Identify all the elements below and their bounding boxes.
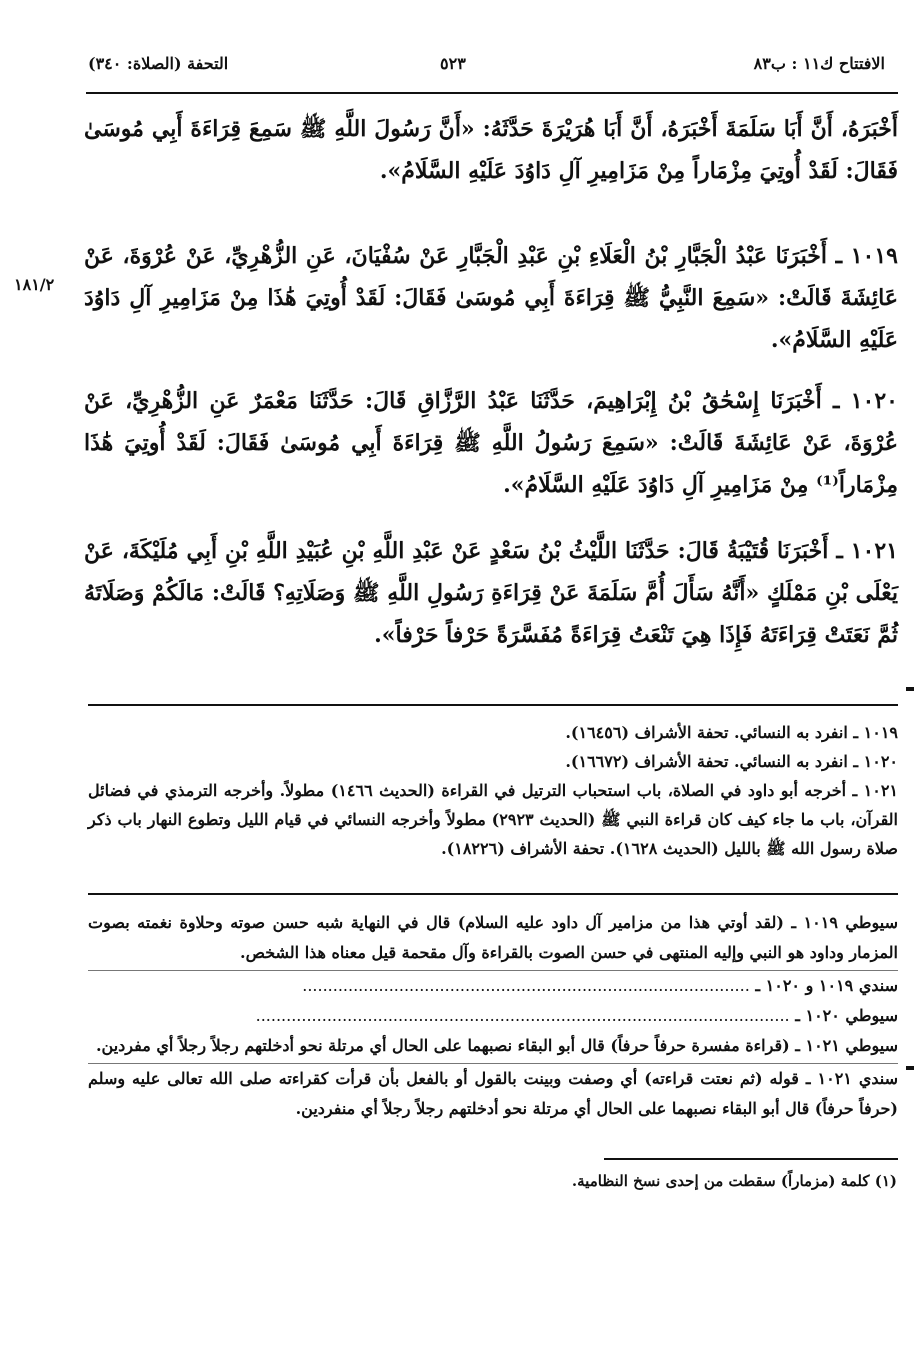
hadith-text: أَخْبَرَنَا إِسْحَٰقُ بْنُ إِبْرَاهِيمَ، حَدَّثَنَا عَبْدُ الرَّزَّاقِ قَالَ: حَدَّثَنَا مَعْمَرٌ عَنِ الزُّهْرِيِّ، عَنْ عُرْوَةَ، عَنْ عَائِشَةَ قَالَتْ: «سَمِعَ رَسُولُ اللَّهِ ﷺ قِرَاءَةَ أَبِي مُوسَىٰ فَقَالَ: لَقَدْ أُوتِيَ هَٰذَا مِزْمَاراً⁽¹⁾ مِنْ مَزَامِيرِ آلِ دَاوُدَ عَلَيْهِ السَّلَامُ». [84, 388, 898, 498]
commentary-block [88, 908, 898, 1124]
hadith-intro [84, 108, 898, 192]
commentary-text: سيوطي ١٠٢١ ـ (قراءة مفسرة حرفاً حرفاً) قال أبو البقاء نصبهما على الحال أي مرتلة نحو أدخلتهم رجلاً رجلاً أي مفردين. [95, 1036, 898, 1055]
takhrij-1019: ١٠١٩ ـ انفرد به النسائي. تحفة الأشراف (١٦٤٥٦). [565, 723, 898, 742]
commentary-suyuti-1021 [88, 1031, 898, 1064]
hadith-number: ١٠٢١ ـ [836, 538, 898, 564]
hadith-number: ١٠٢٠ ـ [833, 388, 898, 414]
hadith-text: أَخْبَرَنَا عَبْدُ الْجَبَّارِ بْنُ الْعَلَاءِ بْنِ عَبْدِ الْجَبَّارِ عَنْ سُفْيَانَ، عَنِ الزُّهْرِيِّ، عَنْ عُرْوَةَ، عَنْ عَائِشَةَ قَالَتْ: «سَمِعَ النَّبِيُّ ﷺ قِرَاءَةَ أَبِي مُوسَىٰ فَقَالَ: لَقَدْ أُوتِيَ هَٰذَا مِنْ مَزَامِيرِ آلِ دَاوُدَ عَلَيْهِ السَّلَامُ». [84, 243, 898, 353]
commentary-suyuti-1019 [88, 908, 898, 971]
hadith-number: ١٠١٩ ـ [835, 243, 898, 269]
hadith-1020 [84, 380, 898, 506]
hadith-1019 [84, 235, 898, 361]
header-rule [86, 92, 898, 94]
book-reference: الافتتاح ك١١ : ب٨٣ [753, 54, 885, 73]
tuhfa-reference: التحفة (الصلاة: ٣٤٠) [88, 54, 229, 73]
margin-mark [906, 1066, 914, 1070]
commentary-sindi-1021 [88, 1064, 898, 1124]
margin-note: ١٨١/٢ [14, 275, 55, 294]
commentary-text: سيوطي ١٠١٩ ـ (لقد أوتي هذا من مزامير آل داود عليه السلام) قال في النهاية شبه حسن صوته وحلاوة نغمته بصوت المزمار وداود هو النبي وإليه المنتهى في حسن الصوت بالقراءة وآل مقحمة قيل معناه هذا الشخص. [88, 913, 899, 962]
intro-text: أَخْبَرَهُ، أَنَّ أَبَا سَلَمَةَ أَخْبَرَهُ، أَنَّ أَبَا هُرَيْرَةَ حَدَّثَهُ: «أَنَّ رَسُولَ اللَّهِ ﷺ سَمِعَ قِرَاءَةَ أَبِي مُوسَىٰ فَقَالَ: لَقَدْ أُوتِيَ مِزْمَاراً مِنْ مَزَامِيرِ آلِ دَاوُدَ عَلَيْهِ السَّلَامُ». [84, 116, 898, 184]
hadith-text: أَخْبَرَنَا قُتَيْبَةُ قَالَ: حَدَّثَنَا اللَّيْثُ بْنُ سَعْدٍ عَنْ عَبْدِ اللَّهِ بْنِ عُبَيْدِ اللَّهِ بْنِ أَبِي مُلَيْكَةَ، عَنْ يَعْلَى بْنِ مَمْلَكٍ «أَنَّهُ سَأَلَ أُمَّ سَلَمَةَ عَنْ قِرَاءَةِ رَسُولِ اللَّهِ ﷺ وَصَلَاتِهِ؟ قَالَتْ: مَالَكُمْ وَصَلَاتَهُ ثُمَّ نَعَتَتْ قِرَاءَتَهُ فَإِذَا هِيَ تَنْعَتُ قِرَاءَةً مُفَسَّرَةً حَرْفاً حَرْفاً». [84, 538, 898, 648]
commentary-rule [88, 893, 898, 895]
commentary-text: سندي ١٠١٩ و ١٠٢٠ ـ [755, 976, 898, 995]
takhrij-1021: ١٠٢١ ـ أخرجه أبو داود في الصلاة، باب استحباب الترتيل في القراءة (الحديث ١٤٦٦) مطولاً. وأخرجه الترمذي في فضائل القرآن، باب ما جاء كيف كان قراءة النبي ﷺ (الحديث ٢٩٢٣) مطولاً وأخرجه النسائي في قيام الليل وتطوع النهار باب ذكر صلاة رسول الله ﷺ بالليل (الحديث ١٦٢٨). تحفة الأشراف (١٨٢٢٦). [88, 781, 898, 858]
commentary-text: سندي ١٠٢١ ـ قوله (ثم نعتت قراءته) أي وصفت وبينت بالقول أو بالفعل بأن قرأت كقراءته صلى الله تعالى عليه وسلم (حرفاً حرفاً) قال أبو البقاء نصبهما على الحال أي مرتلة نحو أدخلتهم رجلاً رجلاً أي منفردين. [88, 1069, 898, 1118]
commentary-suyuti-1020 [88, 1001, 898, 1031]
footnote-rule [604, 1158, 898, 1160]
takhrij-block [88, 718, 898, 863]
page-number: ٥٢٣ [440, 54, 466, 73]
commentary-dots: ......................................................................................................... [255, 1006, 790, 1025]
commentary-dots: ........................................................................................ [302, 976, 750, 995]
takhrij-rule [88, 704, 898, 706]
hadith-1021 [84, 530, 898, 656]
footnote: (١) كلمة (مزماراً) سقطت من إحدى نسخ النظامية. [571, 1172, 897, 1190]
commentary-text: سيوطي ١٠٢٠ ـ [795, 1006, 898, 1025]
takhrij-1020: ١٠٢٠ ـ انفرد به النسائي. تحفة الأشراف (١٦٦٧٢). [565, 752, 898, 771]
commentary-sindi-1019-1020 [88, 971, 898, 1001]
margin-mark [906, 687, 914, 691]
